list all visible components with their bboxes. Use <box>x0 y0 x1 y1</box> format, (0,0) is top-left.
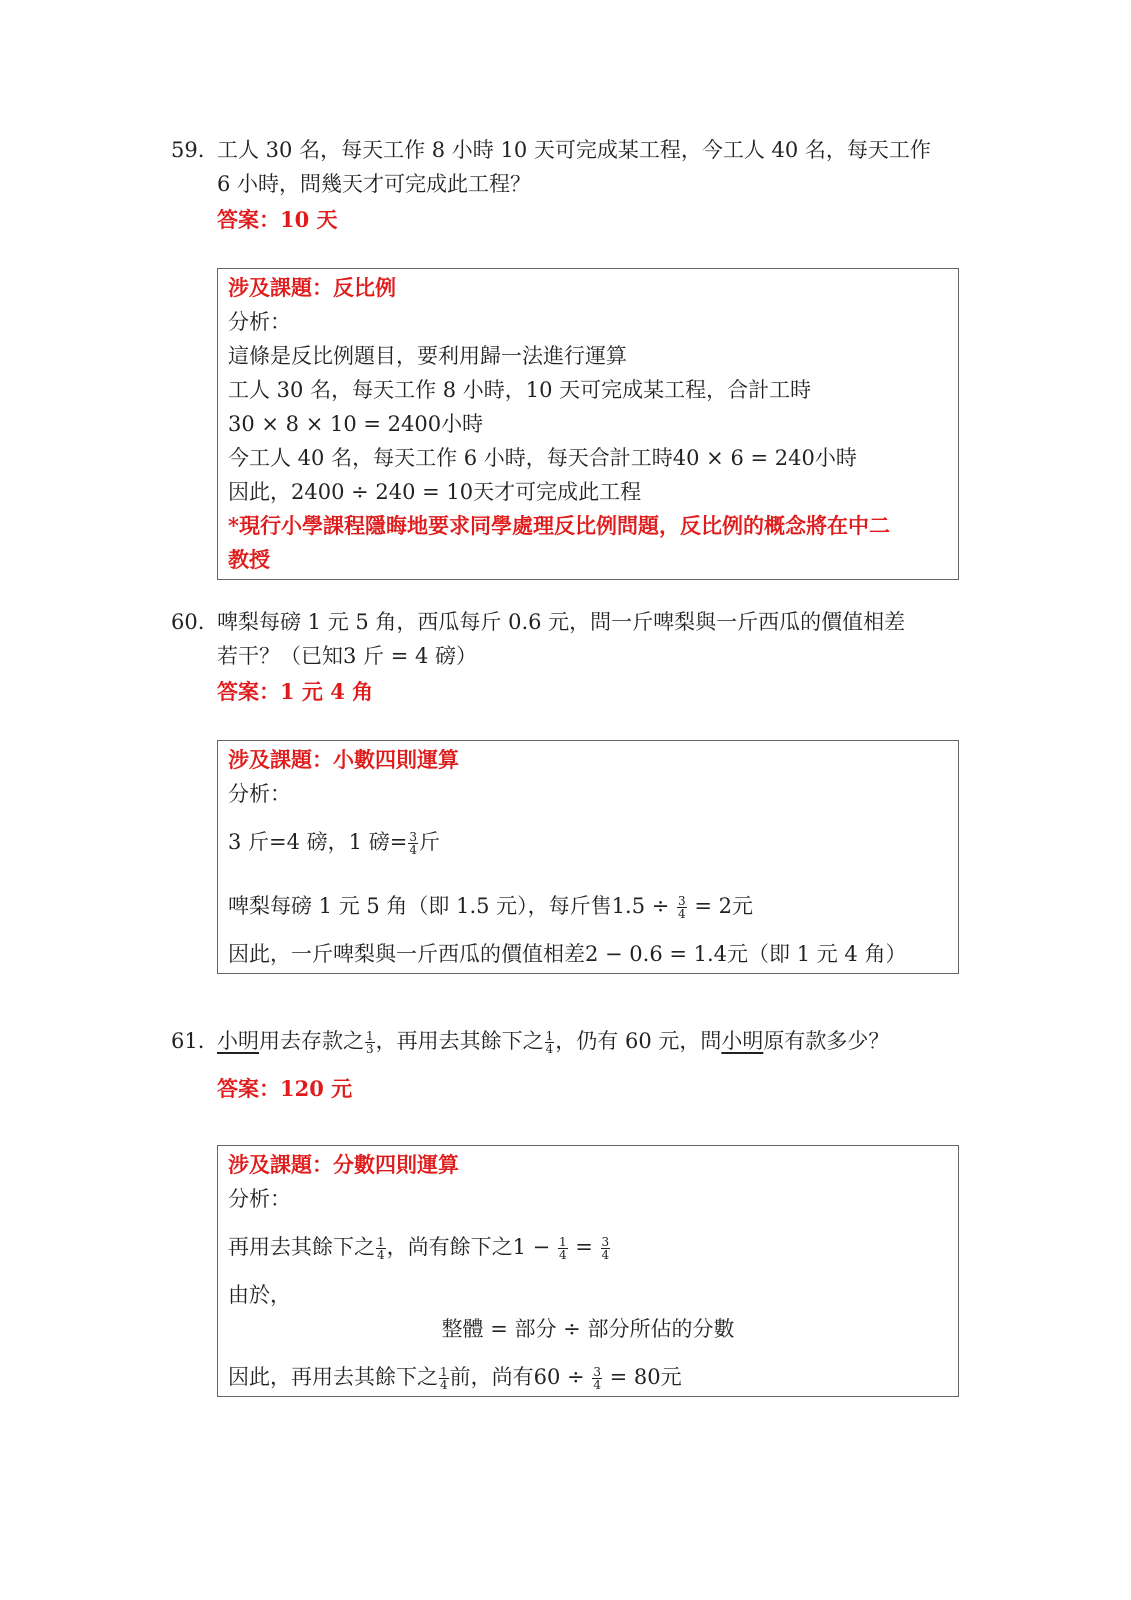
analysis-box-61 <box>217 1145 959 1397</box>
analysis-line: 再用去其餘下之 $\frac{1}{4}$ ，尚有餘下之1 − $\frac{1}{4}$ = $\frac{3}{4}$ <box>228 1235 610 1262</box>
note-line: *現行小學課程隱晦地要求同學處理反比例問題，反比例的概念將在中二 <box>228 513 890 538</box>
analysis-label: 分析： <box>228 782 291 806</box>
question-text-line: 若干？（已知3 斤 = 4 磅） <box>217 644 478 668</box>
analysis-line: 由於， <box>228 1283 291 1307</box>
analysis-line: 3 斤=4 磅，1 磅= $\frac{3}{4}$ 斤 <box>228 830 440 857</box>
question-number: 60. <box>171 610 205 634</box>
question-61 <box>171 1024 961 1106</box>
fraction: $\frac{3}{4}$ <box>409 830 417 857</box>
answer: 答案：10 天 <box>217 207 338 232</box>
question-60 <box>171 605 961 709</box>
person-name: 小明 <box>721 1029 764 1053</box>
analysis-line: 因此，2400 ÷ 240 = 10天才可完成此工程 <box>228 480 642 504</box>
formula-line: 整體 = 部分 ÷ 部分所佔的分數 <box>441 1317 735 1341</box>
answer: 答案：120 元 <box>217 1076 353 1101</box>
answer: 答案：1 元 4 角 <box>217 679 374 704</box>
analysis-line: 這條是反比例題目，要利用歸一法進行運算 <box>228 344 627 368</box>
topic-heading: 涉及課題：反比例 <box>228 275 396 300</box>
fraction: $\frac{1}{3}$ <box>366 1029 374 1056</box>
analysis-box-59 <box>217 268 959 580</box>
question-text-line: 6 小時，問幾天才可完成此工程？ <box>217 172 532 196</box>
analysis-label: 分析： <box>228 1187 291 1211</box>
analysis-box-60 <box>217 740 959 974</box>
analysis-line: 30 × 8 × 10 = 2400小時 <box>228 412 484 436</box>
topic-heading: 涉及課題：小數四則運算 <box>228 747 459 772</box>
analysis-line: 啤梨每磅 1 元 5 角（即 1.5 元），每斤售1.5 ÷ $\frac{3}{4}$ = 2元 <box>228 894 753 921</box>
question-text-line: 小明用去存款之 $\frac{1}{3}$ ，再用去其餘下之 $\frac{1}{4}$ ，仍有 60 元，問小明原有款多少？ <box>217 1029 890 1056</box>
question-59 <box>171 133 961 237</box>
analysis-line: 今工人 40 名，每天工作 6 小時，每天合計工時40 × 6 = 240小時 <box>228 446 857 470</box>
analysis-label: 分析： <box>228 310 291 334</box>
person-name: 小明 <box>217 1029 259 1053</box>
fraction: $\frac{1}{4}$ <box>377 1235 385 1262</box>
question-number: 59. <box>171 138 205 162</box>
question-text-line: 啤梨每磅 1 元 5 角，西瓜每斤 0.6 元，問一斤啤梨與一斤西瓜的價值相差 <box>217 610 906 634</box>
analysis-line: 工人 30 名，每天工作 8 小時，10 天可完成某工程，合計工時 <box>228 378 812 402</box>
fraction: $\frac{3}{4}$ <box>601 1235 610 1262</box>
fraction: $\frac{1}{4}$ <box>440 1365 448 1392</box>
fraction: $\frac{1}{4}$ <box>545 1029 554 1056</box>
fraction: $\frac{3}{4}$ <box>593 1365 601 1392</box>
question-text-line: 工人 30 名，每天工作 8 小時 10 天可完成某工程，今工人 40 名，每天工作 <box>217 138 931 162</box>
analysis-line: 因此，一斤啤梨與一斤西瓜的價值相差2 − 0.6 = 1.4元（即 1 元 4 角） <box>228 942 907 966</box>
note-line: 教授 <box>228 547 270 572</box>
analysis-line: 因此，再用去其餘下之 $\frac{1}{4}$ 前，尚有60 ÷ $\frac{3}{4}$ = 80元 <box>228 1365 682 1392</box>
question-number: 61. <box>171 1029 205 1053</box>
fraction: $\frac{1}{4}$ <box>558 1235 567 1262</box>
topic-heading: 涉及課題：分數四則運算 <box>228 1152 459 1177</box>
fraction: $\frac{3}{4}$ <box>678 894 686 921</box>
